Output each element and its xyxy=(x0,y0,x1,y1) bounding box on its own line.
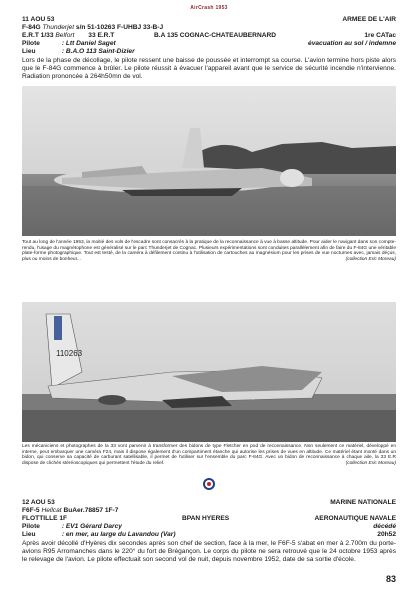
entry2-place-label: Lieu xyxy=(22,531,36,538)
entry2-aircraft-name: Hellcat xyxy=(41,507,62,514)
entry2-place-row xyxy=(22,531,396,539)
entry1-base: B.A 135 COGNAC-CHATEAUBERNARD xyxy=(154,32,276,39)
entry2-pilot-row xyxy=(22,523,396,531)
entry1-unit-name: Belfort xyxy=(55,32,75,39)
caption2 xyxy=(22,444,396,467)
entry2-service: MARINE NATIONALE xyxy=(330,499,396,506)
entry1-place: : B.A.O 113 Saint-Dizier xyxy=(61,48,135,55)
entry2-date-row xyxy=(22,499,396,507)
entry2-serial: BuAer.78857 1F-7 xyxy=(63,507,119,514)
entry2-unit: FLOTTILLE 1F xyxy=(22,515,68,522)
caption2-credit: (collection Eric Moreau) xyxy=(345,461,396,467)
entry2-base: BPAN HYERES xyxy=(182,515,230,522)
entry2-place: : en mer, au large du Lavandou (Var) xyxy=(61,531,176,538)
entry1-unit-row xyxy=(22,32,396,40)
caption1 xyxy=(22,240,396,263)
entry2-pilot-fate: décédé xyxy=(373,523,396,530)
caption1-text: Tout au long de l'année 1953, la moitié des vols de l'escadre sont consacrés à la pratique de la reconnaissance à vue à basse altitude. Pour aider le navigant dans son compte-rendu, l'usage du magnétophone est généralisé sur le parc Thunderjet de Cognac. Plusieurs expérimentations sont conduites parallèlement afin de faire du F-84G une véritable plate-forme photographique. Tout est testé, de la caméra à défilement continu à l'utilisation de cartouches au magnésium pour les prises de vue nocturnes avec, jamais déçus, plus ou moins de bonheur... xyxy=(22,240,396,263)
entry1-category: 1re CATac xyxy=(364,32,396,39)
tail-number: 110263 xyxy=(56,349,83,358)
entry1-text: Lors de la phase de décollage, le pilote ressent une baisse de poussée et interrompt sa course. L'avion termine hors piste alors que le F-84G commence à brûler. Le pilote réussit à évacuer l'appareil avant que le service de sécurité incendie n'intervienne. Radiation prononcée à 264h50mn de vol. xyxy=(22,57,396,80)
entry2-aircraft-type: F6F-5 xyxy=(22,507,40,514)
entry1-date-row xyxy=(22,16,396,24)
entry1-serial: s/n 51-10263 xyxy=(75,24,116,31)
entry1-aircraft-name: Thunderjet xyxy=(42,24,75,31)
entry2-pilot-label: Pilote xyxy=(22,523,40,530)
entry1-pilot-row xyxy=(22,40,396,48)
photo1-illustration xyxy=(22,86,396,236)
photo-wrecked-thunderjet xyxy=(22,302,396,442)
entry2-time: 20h52 xyxy=(377,531,396,538)
entry1-aircraft-type: F-84G xyxy=(22,24,41,31)
caption1-credit: (collection Eric Moreau) xyxy=(345,257,396,263)
entry1-place-label: Lieu xyxy=(22,48,36,55)
entry1-pilot-fate: évacuation au sol / indemne xyxy=(308,40,396,47)
entry1-unit: E.R.T 1/33 xyxy=(22,32,54,39)
entry2-unit-row xyxy=(22,515,396,523)
photo2-illustration xyxy=(22,302,396,442)
caption2-text: Les mécaniciens et photographes de la 33 vont parvenir à transformer des bidons de type Fletcher en pod de reconnaissance. Non seulement ce matériel, développé en interne, peut embarquer une caméra F24, mais il dispose également d'un compartiment étanche qui autorise les prises de vues en altitude. Ce matériel étant monté dans un bidon, qui conserve sa capacité de carburant satellisable, il permet de l'utiliser sur l'ensemble du parc F-84G. Avec un bidon de reconnaissance à chaque aile, la 33 E.R dispose de clichés stéréoscopiques qui permettent l'étude du relief. xyxy=(22,444,396,467)
entry2-date: 12 AOU 53 xyxy=(22,499,55,506)
entry1-place-row xyxy=(22,48,396,56)
entry2-pilot: : EV1 Gérard Darcy xyxy=(61,523,122,530)
entry1-service: ARMEE DE L'AIR xyxy=(342,16,396,23)
entry1-pilot-label: Pilote xyxy=(22,40,40,47)
running-header: AirCrash 1953 xyxy=(190,5,228,11)
entry1-pilot: : Ltt Daniel Saget xyxy=(61,40,116,47)
entry2-text: Après avoir décollé d'Hyères dix secondes après son chef de section, face à la mer, le F6F-5 s'abat en mer à 2.700m du porte-avions R95 Arromanches dans le 220° du fort de Brégançon. Le corps du pilote ne sera retrouvé que le 24 octobre 1953 après le relevage de l'avion. Le pilote effectuait son second vol de nuit, depuis novembre 1952, date de sa sortie d'école. xyxy=(22,540,396,563)
entry1-unit2: 33 E.R.T xyxy=(88,32,115,39)
entry1-date: 11 AOU 53 xyxy=(22,16,55,23)
entry2-category: AERONAUTIQUE NAVALE xyxy=(314,515,396,522)
photo-crashed-thunderjet xyxy=(22,86,396,236)
entry1-code: F-UHBJ 33-B-J xyxy=(116,24,164,31)
page-number: 83 xyxy=(385,574,396,584)
french-roundel-icon xyxy=(203,478,215,490)
entry1-aircraft-row xyxy=(22,24,396,32)
entry2-aircraft-row xyxy=(22,507,396,515)
